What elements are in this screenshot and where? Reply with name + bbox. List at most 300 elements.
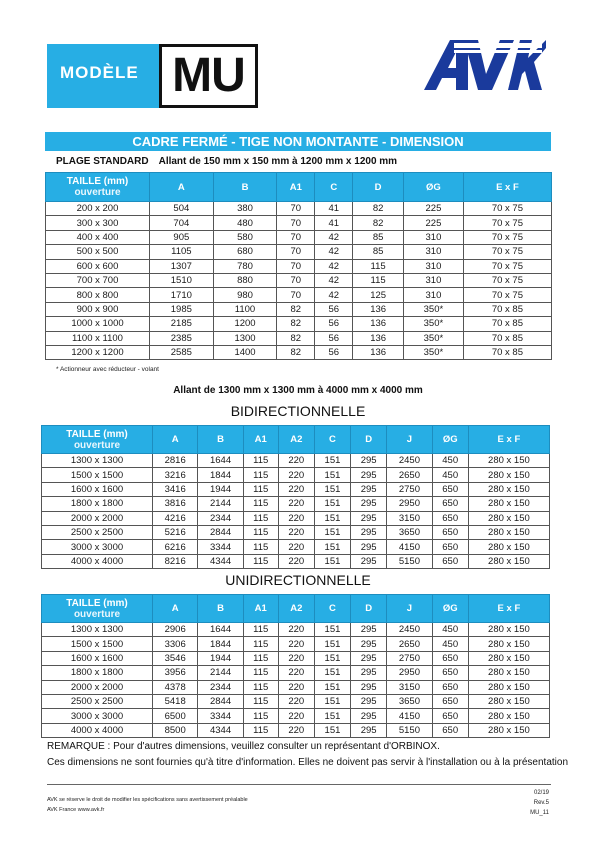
table-cell: 220 <box>278 637 314 651</box>
table-cell: 295 <box>351 623 387 637</box>
table-cell: 650 <box>432 482 468 496</box>
col-c: C <box>314 595 350 623</box>
table-cell: 350* <box>404 331 464 345</box>
table-cell: 480 <box>213 216 277 230</box>
table-cell: 115 <box>243 468 278 482</box>
table-cell: 2585 <box>150 345 214 359</box>
table-cell: 280 x 150 <box>468 468 549 482</box>
size-cell: 1800 x 1800 <box>42 666 153 680</box>
table-cell: 1844 <box>198 468 243 482</box>
table-cell: 6216 <box>153 540 198 554</box>
table-cell: 3216 <box>153 468 198 482</box>
table-cell: 3546 <box>153 651 198 665</box>
table-cell: 115 <box>353 259 404 273</box>
table-cell: 42 <box>315 245 353 259</box>
footer-website: AVK France www.avk.fr <box>47 807 105 813</box>
table-cell: 115 <box>243 454 278 468</box>
table-cell: 295 <box>351 680 387 694</box>
table-cell: 70 <box>277 216 315 230</box>
col-c: C <box>315 173 353 202</box>
table-cell: 115 <box>243 637 278 651</box>
table-cell: 650 <box>432 666 468 680</box>
table-cell: 295 <box>351 497 387 511</box>
col-c: C <box>314 426 350 454</box>
col-a2: A2 <box>278 595 314 623</box>
table-cell: 2844 <box>198 694 243 708</box>
col-exf: E x F <box>463 173 551 202</box>
table-cell: 220 <box>278 666 314 680</box>
col-a: A <box>153 595 198 623</box>
table-cell: 295 <box>351 540 387 554</box>
table-cell: 4150 <box>387 540 432 554</box>
table-cell: 1644 <box>198 454 243 468</box>
table-cell: 220 <box>278 511 314 525</box>
size-cell: 2500 x 2500 <box>42 525 153 539</box>
table-cell: 115 <box>243 709 278 723</box>
table-cell: 380 <box>213 202 277 216</box>
table-row <box>42 540 550 554</box>
table-cell: 82 <box>277 302 315 316</box>
table-cell: 115 <box>243 554 278 568</box>
table-cell: 295 <box>351 554 387 568</box>
table-cell: 5418 <box>153 694 198 708</box>
table-cell: 70 <box>277 288 315 302</box>
col-og: ØG <box>404 173 464 202</box>
table-cell: 3344 <box>198 709 243 723</box>
table-cell: 220 <box>278 709 314 723</box>
table-cell: 70 x 85 <box>463 317 551 331</box>
size-cell: 500 x 500 <box>46 245 150 259</box>
table-cell: 115 <box>243 540 278 554</box>
footer-doc-info <box>530 788 549 818</box>
table-cell: 1710 <box>150 288 214 302</box>
table-cell: 295 <box>351 525 387 539</box>
standard-range-text: Allant de 150 mm x 150 mm à 1200 mm x 1200 mm <box>158 156 398 167</box>
table-cell: 2385 <box>150 331 214 345</box>
table-cell: 280 x 150 <box>468 651 549 665</box>
table-cell: 2750 <box>387 651 432 665</box>
table-cell: 3650 <box>387 694 432 708</box>
table-cell: 1844 <box>198 637 243 651</box>
table-row <box>46 216 552 230</box>
table-cell: 220 <box>278 454 314 468</box>
table-cell: 151 <box>314 525 350 539</box>
table-cell: 70 <box>277 259 315 273</box>
table-cell: 225 <box>404 216 464 230</box>
table-cell: 650 <box>432 497 468 511</box>
table-cell: 295 <box>351 723 387 737</box>
table-cell: 310 <box>404 245 464 259</box>
table-cell: 151 <box>314 554 350 568</box>
table-row <box>42 511 550 525</box>
table-cell: 82 <box>277 331 315 345</box>
table-cell: 3344 <box>198 540 243 554</box>
size-cell: 1500 x 1500 <box>42 468 153 482</box>
col-d: D <box>351 595 387 623</box>
size-cell: 400 x 400 <box>46 230 150 244</box>
table-cell: 3150 <box>387 680 432 694</box>
unidirectional-table <box>41 594 550 738</box>
table-cell: 42 <box>315 288 353 302</box>
table-cell: 220 <box>278 540 314 554</box>
table-cell: 295 <box>351 709 387 723</box>
col-d: D <box>351 426 387 454</box>
table-cell: 2144 <box>198 497 243 511</box>
table-cell: 2750 <box>387 482 432 496</box>
size-cell: 1800 x 1800 <box>42 497 153 511</box>
table-cell: 225 <box>404 202 464 216</box>
size-cell: 700 x 700 <box>46 273 150 287</box>
table-cell: 82 <box>277 317 315 331</box>
table-cell: 1200 <box>213 317 277 331</box>
table-cell: 280 x 150 <box>468 482 549 496</box>
standard-range <box>56 156 397 167</box>
table-cell: 2650 <box>387 468 432 482</box>
table-row <box>42 454 550 468</box>
footer-date: 02/19 <box>533 790 549 796</box>
table-cell: 450 <box>432 623 468 637</box>
table-cell: 3150 <box>387 511 432 525</box>
table-cell: 4150 <box>387 709 432 723</box>
standard-range-label: PLAGE STANDARD <box>56 156 149 167</box>
col-d: D <box>353 173 404 202</box>
table-cell: 8500 <box>153 723 198 737</box>
table-cell: 151 <box>314 454 350 468</box>
table-cell: 905 <box>150 230 214 244</box>
col-size: TAILLE (mm) ouverture <box>46 173 150 202</box>
table-cell: 115 <box>243 511 278 525</box>
table-cell: 580 <box>213 230 277 244</box>
table-cell: 880 <box>213 273 277 287</box>
table-cell: 1510 <box>150 273 214 287</box>
size-cell: 3000 x 3000 <box>42 540 153 554</box>
table-cell: 5216 <box>153 525 198 539</box>
table-cell: 280 x 150 <box>468 680 549 694</box>
footer-legal: AVK se réserve le droit de modifier les spécifications sans avertissement préalable <box>47 797 248 803</box>
table-cell: 151 <box>314 637 350 651</box>
table-cell: 350* <box>404 345 464 359</box>
table-cell: 650 <box>432 651 468 665</box>
table-row <box>42 623 550 637</box>
table-cell: 1300 <box>213 331 277 345</box>
table-cell: 2950 <box>387 666 432 680</box>
table-cell: 280 x 150 <box>468 694 549 708</box>
table-cell: 82 <box>277 345 315 359</box>
table-cell: 450 <box>432 468 468 482</box>
table-cell: 450 <box>432 454 468 468</box>
table-cell: 280 x 150 <box>468 637 549 651</box>
table-cell: 151 <box>314 651 350 665</box>
table-cell: 280 x 150 <box>468 454 549 468</box>
table-row <box>46 202 552 216</box>
table-cell: 220 <box>278 680 314 694</box>
table-cell: 295 <box>351 511 387 525</box>
table-cell: 70 <box>277 273 315 287</box>
col-a2: A2 <box>278 426 314 454</box>
size-cell: 900 x 900 <box>46 302 150 316</box>
table-cell: 220 <box>278 623 314 637</box>
table-cell: 70 x 75 <box>463 216 551 230</box>
table-row <box>42 554 550 568</box>
table-cell: 85 <box>353 230 404 244</box>
table-cell: 2844 <box>198 525 243 539</box>
table-cell: 450 <box>432 637 468 651</box>
table-row <box>46 331 552 345</box>
table-cell: 704 <box>150 216 214 230</box>
table-cell: 5150 <box>387 723 432 737</box>
table-cell: 151 <box>314 666 350 680</box>
size-cell: 4000 x 4000 <box>42 554 153 568</box>
table-row <box>42 680 550 694</box>
table-cell: 115 <box>243 694 278 708</box>
col-exf: E x F <box>468 595 549 623</box>
table-cell: 151 <box>314 694 350 708</box>
table-cell: 4216 <box>153 511 198 525</box>
bidirectional-table <box>41 425 550 569</box>
table-cell: 1307 <box>150 259 214 273</box>
col-og: ØG <box>432 595 468 623</box>
size-cell: 1600 x 1600 <box>42 651 153 665</box>
table-cell: 56 <box>315 302 353 316</box>
table-cell: 70 x 75 <box>463 230 551 244</box>
col-b: B <box>213 173 277 202</box>
footer-divider <box>47 784 551 785</box>
table-cell: 115 <box>243 651 278 665</box>
table-cell: 151 <box>314 709 350 723</box>
table-cell: 42 <box>315 273 353 287</box>
size-cell: 2000 x 2000 <box>42 680 153 694</box>
table-cell: 2650 <box>387 637 432 651</box>
table-cell: 2906 <box>153 623 198 637</box>
table-cell: 3416 <box>153 482 198 496</box>
table-cell: 56 <box>315 317 353 331</box>
col-size: TAILLE (mm) ouverture <box>42 426 153 454</box>
avk-logo <box>424 40 546 92</box>
table-row <box>42 525 550 539</box>
table-cell: 650 <box>432 525 468 539</box>
table-cell: 2450 <box>387 454 432 468</box>
table-cell: 70 <box>277 245 315 259</box>
table-cell: 115 <box>243 680 278 694</box>
table-cell: 220 <box>278 482 314 496</box>
table-cell: 41 <box>315 216 353 230</box>
standard-dimension-table <box>45 172 552 360</box>
table-row <box>46 273 552 287</box>
table-cell: 2344 <box>198 680 243 694</box>
large-range: Allant de 1300 mm x 1300 mm à 4000 mm x 4000 mm <box>173 385 423 396</box>
size-cell: 1100 x 1100 <box>46 331 150 345</box>
table-cell: 220 <box>278 694 314 708</box>
table-cell: 650 <box>432 694 468 708</box>
dimensions-disclaimer: Ces dimensions ne sont fournies qu'à titre d'information. Elles ne doivent pas servir à l'installation ou à la présentation <box>47 757 569 768</box>
table-cell: 650 <box>432 680 468 694</box>
table-cell: 115 <box>353 273 404 287</box>
table-cell: 115 <box>243 666 278 680</box>
table-cell: 56 <box>315 345 353 359</box>
table-cell: 3650 <box>387 525 432 539</box>
col-a1: A1 <box>243 426 278 454</box>
table-cell: 3956 <box>153 666 198 680</box>
section-banner: CADRE FERMÉ - TIGE NON MONTANTE - DIMENSION <box>45 132 551 151</box>
table-cell: 125 <box>353 288 404 302</box>
table-cell: 6500 <box>153 709 198 723</box>
table-cell: 295 <box>351 468 387 482</box>
table-row <box>42 723 550 737</box>
table-cell: 70 x 75 <box>463 259 551 273</box>
table-cell: 650 <box>432 709 468 723</box>
table-cell: 2185 <box>150 317 214 331</box>
footnote: * Actionneur avec réducteur - volant <box>56 366 159 373</box>
table-cell: 2144 <box>198 666 243 680</box>
table-cell: 3306 <box>153 637 198 651</box>
table-cell: 310 <box>404 288 464 302</box>
table-row <box>42 637 550 651</box>
table-cell: 136 <box>353 302 404 316</box>
table-cell: 151 <box>314 623 350 637</box>
table-cell: 4378 <box>153 680 198 694</box>
table-cell: 151 <box>314 468 350 482</box>
table-cell: 295 <box>351 482 387 496</box>
table-cell: 115 <box>243 497 278 511</box>
table-row <box>42 497 550 511</box>
model-label: MODÈLE <box>60 63 139 82</box>
table-row <box>46 288 552 302</box>
table-cell: 1644 <box>198 623 243 637</box>
table-cell: 4344 <box>198 723 243 737</box>
col-j: J <box>387 426 432 454</box>
col-og: ØG <box>432 426 468 454</box>
table-cell: 151 <box>314 511 350 525</box>
size-cell: 1200 x 1200 <box>46 345 150 359</box>
table-row <box>42 482 550 496</box>
table-cell: 295 <box>351 651 387 665</box>
table-row <box>42 468 550 482</box>
col-a1: A1 <box>243 595 278 623</box>
table-cell: 4344 <box>198 554 243 568</box>
size-cell: 3000 x 3000 <box>42 709 153 723</box>
table-cell: 115 <box>243 525 278 539</box>
table-cell: 280 x 150 <box>468 511 549 525</box>
table-cell: 136 <box>353 331 404 345</box>
table-cell: 280 x 150 <box>468 709 549 723</box>
col-b: B <box>198 426 243 454</box>
table-cell: 650 <box>432 723 468 737</box>
table-row <box>42 666 550 680</box>
col-b: B <box>198 595 243 623</box>
table-cell: 151 <box>314 680 350 694</box>
table-cell: 136 <box>353 317 404 331</box>
table-cell: 295 <box>351 454 387 468</box>
footer-revision: Rev.5 <box>533 800 549 806</box>
table-cell: 151 <box>314 540 350 554</box>
table-row <box>42 651 550 665</box>
size-cell: 2500 x 2500 <box>42 694 153 708</box>
table-cell: 151 <box>314 723 350 737</box>
table-cell: 2344 <box>198 511 243 525</box>
table-cell: 115 <box>243 623 278 637</box>
table-cell: 280 x 150 <box>468 525 549 539</box>
size-cell: 1000 x 1000 <box>46 317 150 331</box>
table-cell: 780 <box>213 259 277 273</box>
table-row <box>42 709 550 723</box>
col-exf: E x F <box>468 426 549 454</box>
table-cell: 1105 <box>150 245 214 259</box>
table-cell: 280 x 150 <box>468 497 549 511</box>
table-cell: 70 x 75 <box>463 273 551 287</box>
table-cell: 220 <box>278 723 314 737</box>
table-cell: 136 <box>353 345 404 359</box>
size-cell: 4000 x 4000 <box>42 723 153 737</box>
table-cell: 5150 <box>387 554 432 568</box>
table-cell: 295 <box>351 637 387 651</box>
table-cell: 310 <box>404 259 464 273</box>
size-cell: 1600 x 1600 <box>42 482 153 496</box>
table-cell: 295 <box>351 694 387 708</box>
section-title-unidirectional: UNIDIRECTIONNELLE <box>225 572 371 588</box>
table-row <box>46 230 552 244</box>
col-j: J <box>387 595 432 623</box>
table-cell: 220 <box>278 651 314 665</box>
size-cell: 600 x 600 <box>46 259 150 273</box>
table-cell: 1944 <box>198 482 243 496</box>
section-title-bidirectional: BIDIRECTIONNELLE <box>230 403 366 419</box>
table-cell: 82 <box>353 202 404 216</box>
table-cell: 70 x 75 <box>463 288 551 302</box>
table-cell: 680 <box>213 245 277 259</box>
table-cell: 295 <box>351 666 387 680</box>
table-cell: 70 <box>277 230 315 244</box>
size-cell: 1500 x 1500 <box>42 637 153 651</box>
table-cell: 310 <box>404 230 464 244</box>
size-cell: 1300 x 1300 <box>42 454 153 468</box>
table-cell: 280 x 150 <box>468 723 549 737</box>
table-cell: 70 x 75 <box>463 202 551 216</box>
table-cell: 2950 <box>387 497 432 511</box>
col-a1: A1 <box>277 173 315 202</box>
table-cell: 3816 <box>153 497 198 511</box>
col-a: A <box>150 173 214 202</box>
col-size: TAILLE (mm) ouverture <box>42 595 153 623</box>
size-cell: 1300 x 1300 <box>42 623 153 637</box>
table-cell: 41 <box>315 202 353 216</box>
table-cell: 280 x 150 <box>468 666 549 680</box>
table-cell: 280 x 150 <box>468 540 549 554</box>
size-cell: 800 x 800 <box>46 288 150 302</box>
table-cell: 42 <box>315 259 353 273</box>
table-cell: 42 <box>315 230 353 244</box>
table-cell: 115 <box>243 482 278 496</box>
table-row <box>42 694 550 708</box>
table-cell: 220 <box>278 497 314 511</box>
table-cell: 8216 <box>153 554 198 568</box>
table-cell: 56 <box>315 331 353 345</box>
table-cell: 650 <box>432 540 468 554</box>
table-cell: 220 <box>278 554 314 568</box>
table-cell: 85 <box>353 245 404 259</box>
table-cell: 650 <box>432 554 468 568</box>
table-cell: 70 x 75 <box>463 245 551 259</box>
table-cell: 70 <box>277 202 315 216</box>
model-code: MU <box>172 49 245 102</box>
table-cell: 220 <box>278 525 314 539</box>
table-cell: 650 <box>432 511 468 525</box>
table-cell: 1100 <box>213 302 277 316</box>
table-row <box>46 245 552 259</box>
table-cell: 1944 <box>198 651 243 665</box>
table-cell: 70 x 85 <box>463 345 551 359</box>
table-cell: 2450 <box>387 623 432 637</box>
table-row <box>46 302 552 316</box>
